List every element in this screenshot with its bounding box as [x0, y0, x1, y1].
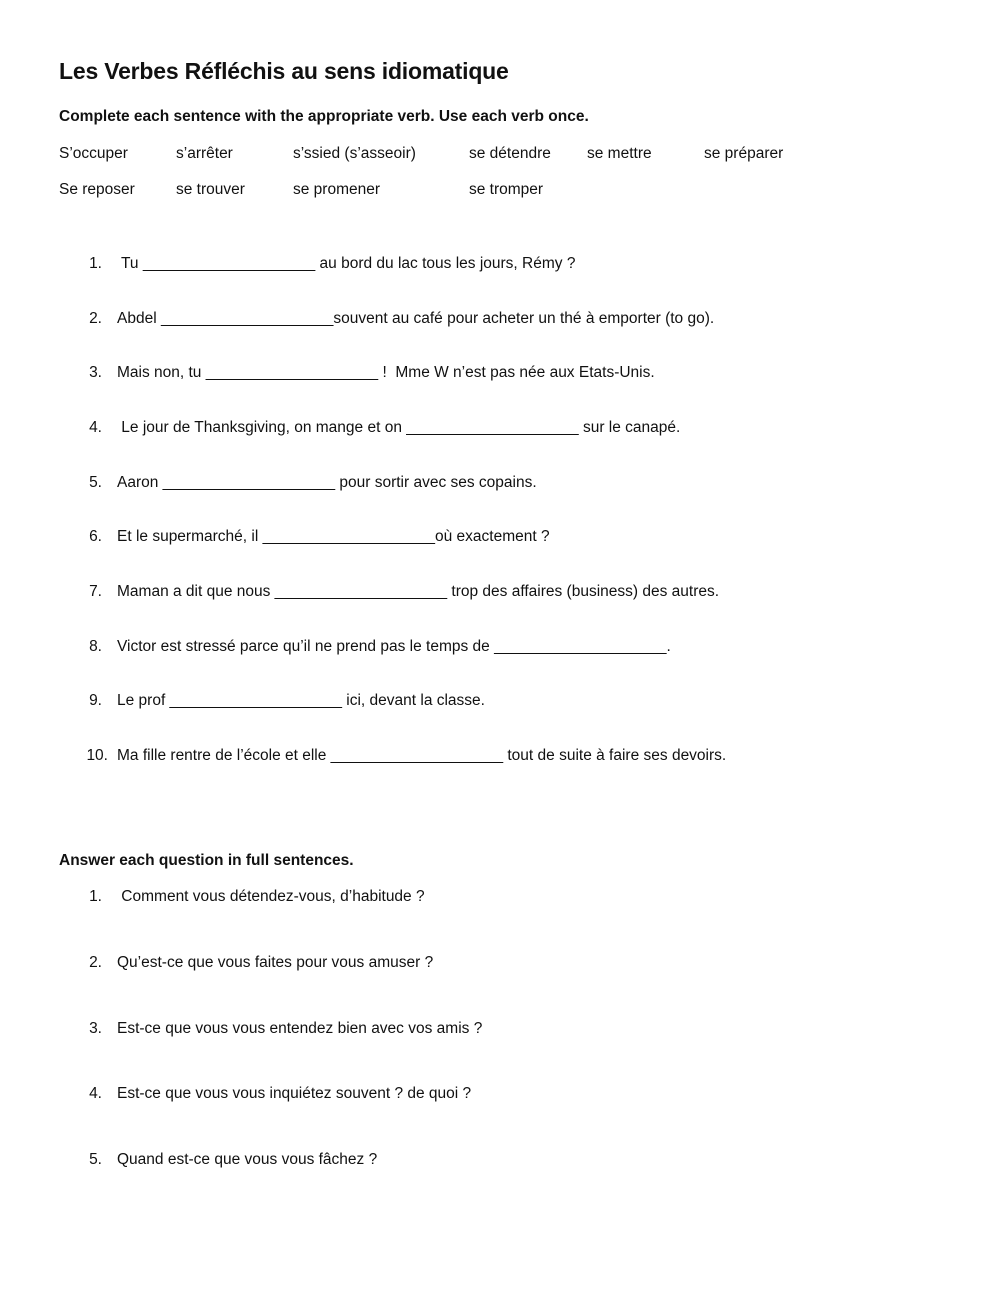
word-bank-item: se détendre [469, 145, 551, 162]
item-number: 2. [89, 954, 102, 971]
item-number: 4. [89, 419, 102, 436]
word-bank-item: se préparer [704, 145, 784, 162]
item-number: 5. [89, 474, 102, 491]
fill-in-sentence: Victor est stressé parce qu’il ne prend pas le temps de ____________________. [117, 638, 671, 655]
section2-instruction: Answer each question in full sentences. [59, 852, 354, 869]
fill-in-sentence: Le prof ____________________ ici, devant la classe. [117, 692, 485, 709]
item-number: 8. [89, 638, 102, 655]
question: Quand est-ce que vous vous fâchez ? [117, 1151, 378, 1168]
word-bank-item: se tromper [469, 181, 544, 198]
word-bank-item: se mettre [587, 145, 652, 162]
item-number: 5. [89, 1151, 102, 1168]
word-bank-row-1 [0, 145, 1000, 167]
word-bank-item: S’occuper [59, 145, 128, 162]
word-bank-item: Se reposer [59, 181, 135, 198]
item-number: 1. [89, 888, 102, 905]
word-bank-item: s’arrêter [176, 145, 233, 162]
word-bank-item: s’ssied (s’asseoir) [293, 145, 416, 162]
fill-in-sentence: Abdel ____________________souvent au café pour acheter un thé à emporter (to go). [117, 310, 715, 327]
item-number: 3. [89, 1020, 102, 1037]
item-number: 6. [89, 528, 102, 545]
item-number: 7. [89, 583, 102, 600]
question: Qu’est-ce que vous faites pour vous amuser ? [117, 954, 434, 971]
fill-in-sentence: Et le supermarché, il ____________________où exactement ? [117, 528, 550, 545]
item-number: 10. [86, 747, 108, 764]
item-number: 9. [89, 692, 102, 709]
page-title: Les Verbes Réfléchis au sens idiomatique [59, 58, 509, 84]
section1-instruction: Complete each sentence with the appropriate verb. Use each verb once. [59, 108, 589, 125]
item-number: 3. [89, 364, 102, 381]
fill-in-sentence: Mais non, tu ____________________ ! Mme W n’est pas née aux Etats-Unis. [117, 364, 655, 381]
item-number: 2. [89, 310, 102, 327]
fill-in-sentence: Ma fille rentre de l’école et elle ____________________ tout de suite à faire ses devoirs. [117, 747, 727, 764]
item-number: 4. [89, 1085, 102, 1102]
fill-in-sentence: Maman a dit que nous ____________________ trop des affaires (business) des autres. [117, 583, 720, 600]
fill-in-sentence: Aaron ____________________ pour sortir avec ses copains. [117, 474, 537, 491]
question: Est-ce que vous vous entendez bien avec vos amis ? [117, 1020, 483, 1037]
question: Comment vous détendez-vous, d’habitude ? [117, 888, 425, 905]
word-bank-item: se promener [293, 181, 381, 198]
item-number: 1. [89, 255, 102, 272]
fill-in-sentence: Le jour de Thanksgiving, on mange et on ____________________ sur le canapé. [117, 419, 681, 436]
word-bank-item: se trouver [176, 181, 245, 198]
fill-in-sentence: Tu ____________________ au bord du lac tous les jours, Rémy ? [117, 255, 576, 272]
question: Est-ce que vous vous inquiétez souvent ? de quoi ? [117, 1085, 472, 1102]
word-bank-row-2 [0, 181, 1000, 203]
